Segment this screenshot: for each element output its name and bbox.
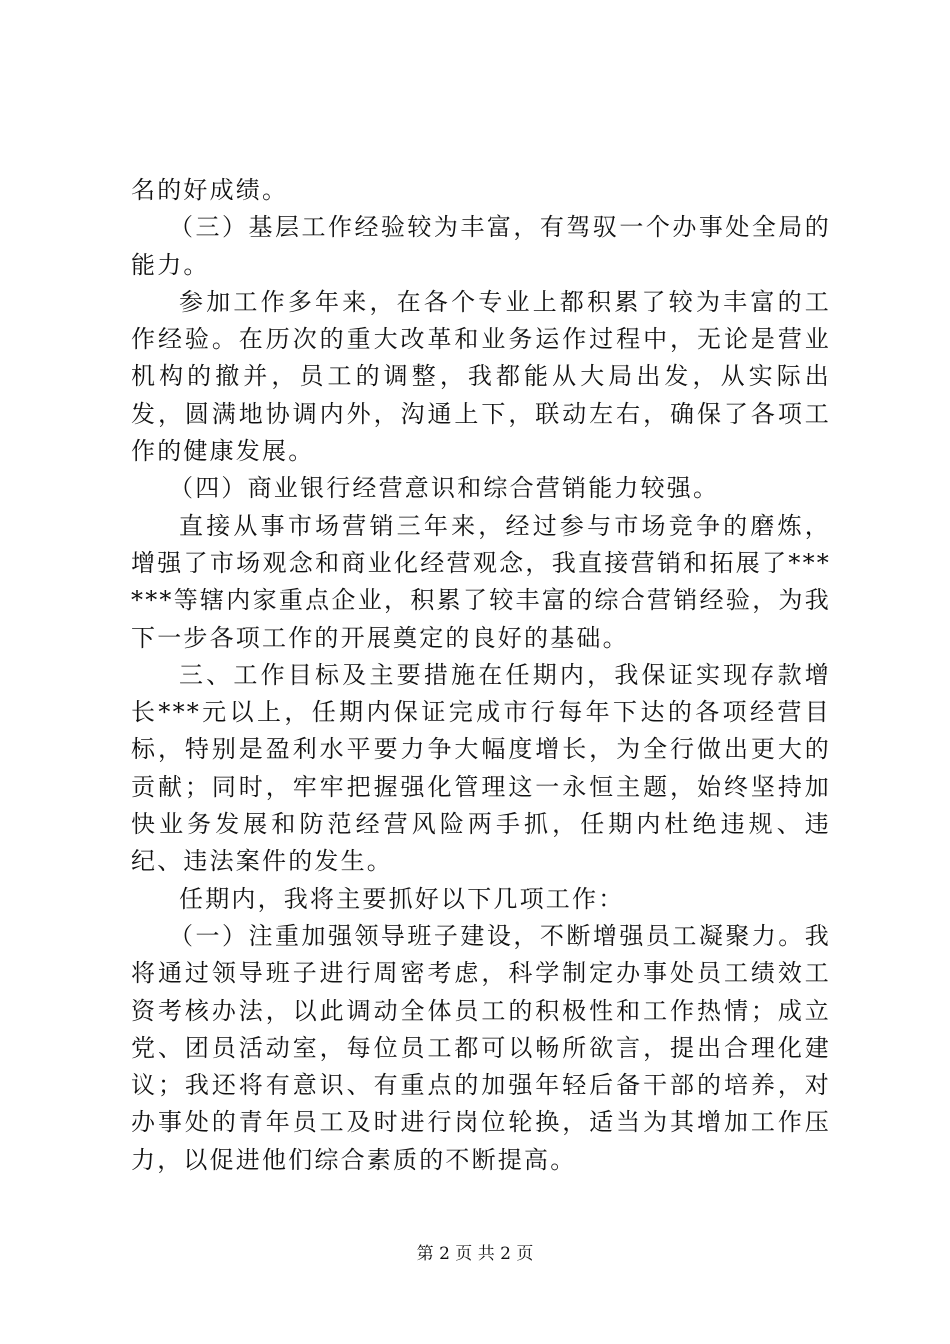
paragraph-goals: 三、工作目标及主要措施在任期内，我保证实现存款增长***元以上，任期内保证完成市行每年下达的各项经营目标，特别是盈利水平要力争大幅度增长，为全行做出更大的贡献；同时，牢牢把握强化管理这一永恒主题，始终坚持加快业务发展和防范经营风险两手抓，任期内杜绝违规、违纪、违法案件的发生。	[131, 660, 831, 876]
page-number-footer: 第 2 页 共 2 页	[416, 1244, 534, 1264]
paragraph-marketing: 直接从事市场营销三年来，经过参与市场竞争的磨炼，增强了市场观念和商业化经营观念，我直接营销和拓展了******等辖内家重点企业，积累了较丰富的综合营销经验，为我下一步各项工作的开展奠定的良好的基础。	[131, 511, 831, 652]
paragraph-task-one: （一）注重加强领导班子建设，不断增强员工凝聚力。我将通过领导班子进行周密考虑，科学制定办事处员工绩效工资考核办法，以此调动全体员工的积极性和工作热情；成立党、团员活动室，每位员工都可以畅所欲言，提出合理化建议；我还将有意识、有重点的加强年轻后备干部的培养，对办事处的青年员工及时进行岗位轮换，适当为其增加工作压力，以促进他们综合素质的不断提高。	[131, 921, 831, 1174]
paragraph-heading-three: （三）基层工作经验较为丰富，有驾驭一个办事处全局的能力。	[131, 213, 831, 279]
paragraph-work-experience: 参加工作多年来，在各个专业上都积累了较为丰富的工作经验。在历次的重大改革和业务运作过程中，无论是营业机构的撤并，员工的调整，我都能从大局出发，从实际出发，圆满地协调内外，沟通上下，联动左右，确保了各项工作的健康发展。	[131, 287, 831, 466]
paragraph-heading-four: （四）商业银行经营意识和综合营销能力较强。	[169, 474, 720, 503]
document-body	[131, 172, 831, 1179]
paragraph-continuation: 名的好成绩。	[131, 176, 289, 204]
paragraph-tasks-intro: 任期内，我将主要抓好以下几项工作：	[179, 884, 625, 913]
